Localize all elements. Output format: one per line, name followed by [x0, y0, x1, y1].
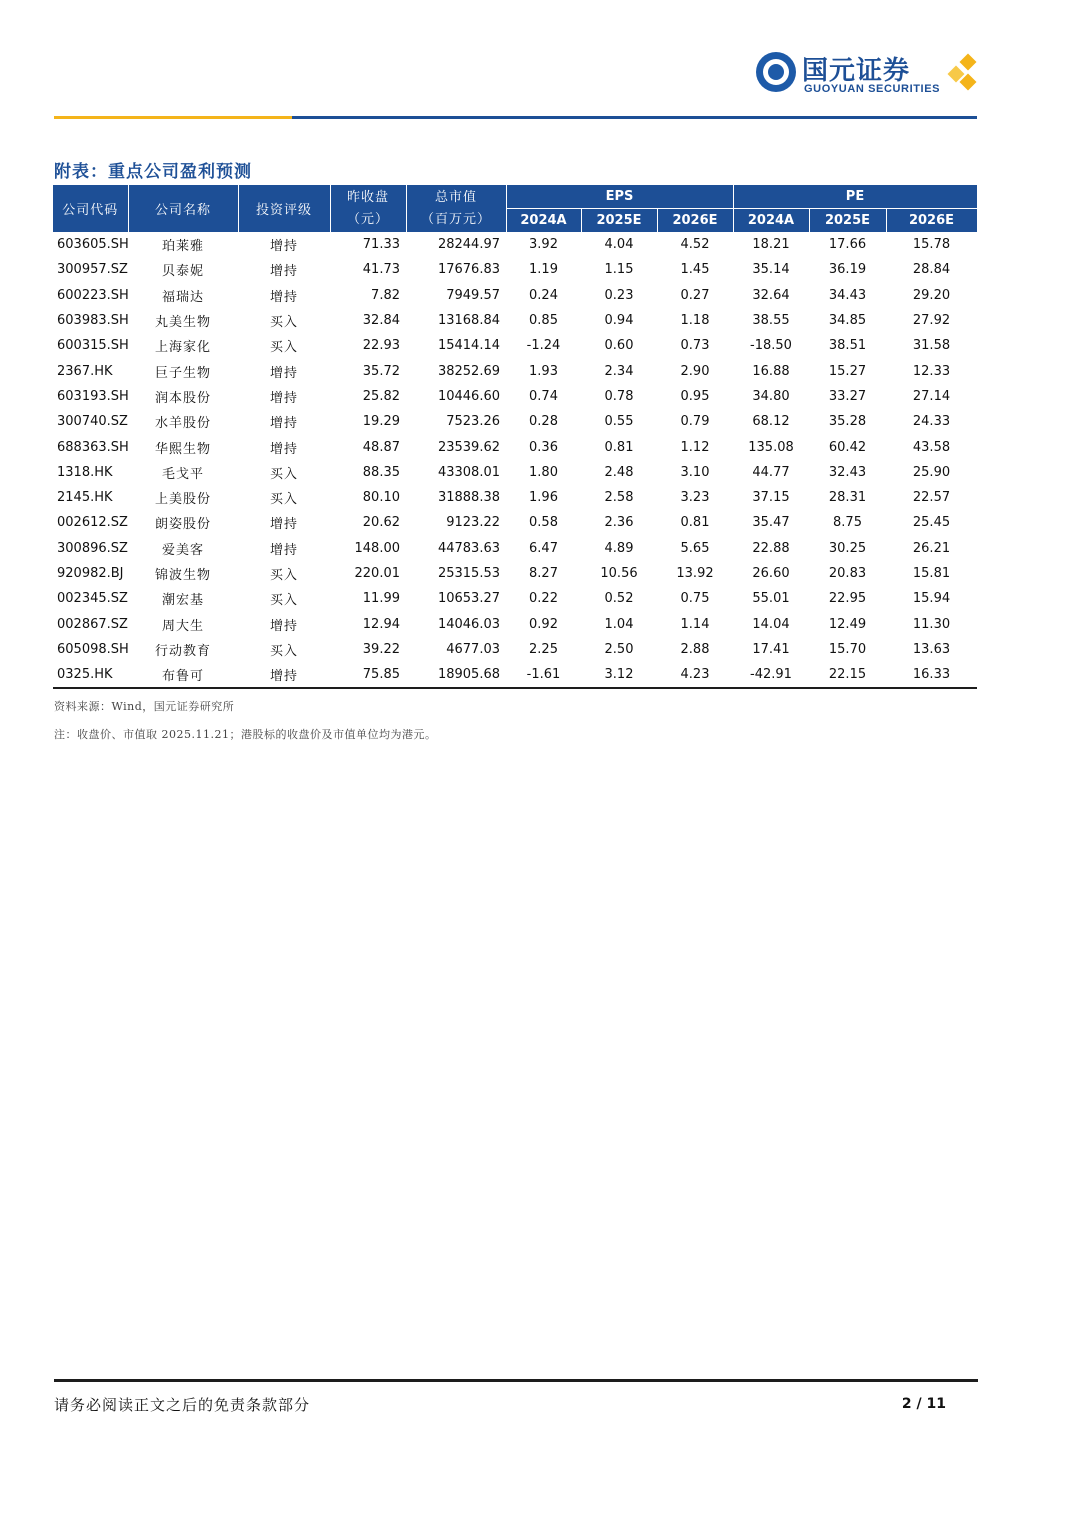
cell-rating: 增持 — [238, 662, 330, 688]
cell-rating: 买入 — [269, 492, 298, 508]
cell-rating: 增持 — [269, 239, 298, 255]
cell-price: 7.82 — [371, 287, 400, 303]
cell-eps: 1.12 — [680, 439, 710, 455]
cell-pe: 22.95 — [828, 591, 867, 607]
cell-price: 220.01 — [354, 566, 400, 581]
footer-divider — [54, 1379, 978, 1382]
cell-pe: 34.85 — [828, 313, 867, 329]
header-price — [330, 185, 406, 232]
cell-pe: 34.80 — [752, 388, 790, 404]
cell-name: 上海家化 — [154, 340, 211, 356]
cell-eps: 4.04 — [604, 237, 634, 253]
cell-price: 75.85 — [330, 662, 406, 688]
header-pe: PE — [733, 185, 977, 209]
cell-code: 603983.SH — [57, 313, 129, 329]
cell-pe: 20.83 — [828, 566, 867, 581]
cell-pe: 27.14 — [912, 388, 951, 404]
cell-mktcap: 10653.27 — [437, 591, 500, 607]
header-code: 公司代码 — [53, 185, 128, 232]
cell-pe: 27.92 — [912, 313, 951, 329]
cell-pe: 33.27 — [828, 388, 867, 404]
cell-rating: 买入 — [269, 315, 298, 331]
cell-pe: 34.43 — [828, 287, 867, 303]
cell-eps: 0.78 — [604, 388, 634, 404]
cell-eps: 0.75 — [680, 591, 710, 607]
table-row — [53, 536, 977, 561]
footer-disclaimer: 请务必阅读正文之后的免责条款部分 — [54, 1396, 311, 1414]
cell-name: 福瑞达 — [161, 289, 204, 305]
cell-eps: -1.61 — [506, 662, 581, 688]
cell-pe: 12.49 — [828, 616, 867, 632]
cell-rating: 增持 — [269, 264, 298, 280]
cell-name: 行动教育 — [154, 643, 211, 659]
cell-eps: -1.24 — [526, 338, 561, 354]
table-row — [53, 485, 977, 510]
cell-code: 002345.SZ — [57, 591, 128, 607]
cell-price: 48.87 — [362, 439, 400, 455]
cell-rating: 增持 — [269, 517, 298, 533]
cell-eps: 1.80 — [529, 464, 558, 480]
cell-eps: 3.92 — [529, 237, 558, 253]
cell-pe: 15.94 — [912, 591, 951, 607]
table-row — [53, 586, 977, 611]
cell-pe: 13.63 — [912, 641, 951, 657]
cell-pe: 38.51 — [828, 338, 867, 354]
table-row — [53, 283, 977, 308]
cell-pe: 30.25 — [828, 540, 867, 556]
cell-mktcap: 10446.60 — [437, 388, 500, 404]
cell-mktcap: 25315.53 — [437, 566, 500, 581]
cell-price: 148.00 — [354, 540, 400, 556]
header-price-line1: 昨收盘 — [346, 189, 389, 205]
header-mktcap — [406, 185, 506, 232]
cell-code: 0325.HK — [53, 662, 128, 688]
cell-rating: 买入 — [269, 593, 298, 609]
cell-price: 39.22 — [362, 641, 400, 657]
cell-eps: 0.92 — [529, 616, 558, 632]
cell-code: 002612.SZ — [57, 515, 128, 531]
cell-code: 603605.SH — [57, 237, 129, 253]
cell-pe: 37.15 — [752, 490, 790, 506]
cell-eps: 0.73 — [680, 338, 710, 354]
cell-name: 潮宏基 — [161, 593, 204, 609]
cell-price: 19.29 — [362, 414, 400, 430]
cell-eps: 2.36 — [604, 515, 634, 531]
header-divider-accent — [54, 116, 292, 119]
cell-name: 朗姿股份 — [154, 517, 211, 533]
cell-eps: 2.25 — [529, 641, 558, 657]
cell-pe: 25.45 — [912, 515, 951, 531]
cell-eps: 0.55 — [604, 414, 634, 430]
cell-eps: 3.12 — [581, 662, 657, 688]
cell-pe: 35.28 — [828, 414, 867, 430]
cell-pe: 55.01 — [752, 591, 790, 607]
logo-name-en: GUOYUAN SECURITIES — [804, 83, 941, 95]
table-row — [53, 434, 977, 459]
table-row — [53, 460, 977, 485]
cell-mktcap: 28244.97 — [437, 237, 500, 253]
cell-mktcap: 15414.14 — [437, 338, 500, 354]
cell-mktcap: 7523.26 — [446, 414, 500, 430]
cell-pe: 15.81 — [912, 566, 951, 581]
cell-price: 41.73 — [362, 262, 400, 278]
cell-eps: 4.89 — [604, 540, 634, 556]
cell-eps: 0.60 — [604, 338, 634, 354]
cell-eps: 0.79 — [680, 414, 710, 430]
cell-pe: 15.27 — [828, 363, 867, 379]
cell-eps: 4.52 — [680, 237, 710, 253]
remark-note: 注：收盘价、市值取 2025.11.21；港股标的收盘价及市值单位均为港元。 — [54, 728, 437, 741]
cell-pe: -18.50 — [750, 338, 792, 354]
logo-name-cn: 国元证券 — [802, 56, 911, 86]
header-mktcap-line2: （百万元） — [420, 211, 491, 227]
cell-eps: 4.23 — [657, 662, 733, 688]
cell-rating: 买入 — [269, 643, 298, 659]
cell-eps: 2.58 — [604, 490, 634, 506]
cell-eps: 0.36 — [529, 439, 558, 455]
cell-price: 22.93 — [362, 338, 400, 354]
cell-mktcap: 38252.69 — [437, 363, 500, 379]
cell-eps: 6.47 — [529, 540, 558, 556]
cell-code: 1318.HK — [57, 464, 113, 480]
table-row — [53, 358, 977, 383]
cell-eps: 1.14 — [680, 616, 710, 632]
cell-name: 爱美客 — [161, 542, 204, 558]
cell-eps: 0.85 — [529, 313, 558, 329]
cell-mktcap: 43308.01 — [437, 464, 500, 480]
cell-eps: 0.22 — [529, 591, 558, 607]
cell-eps: 0.27 — [680, 287, 710, 303]
cell-code: 920982.BJ — [57, 566, 124, 581]
header-pe-year: 2025E — [809, 209, 886, 233]
cell-name: 上美股份 — [154, 492, 211, 508]
table-row — [53, 333, 977, 358]
cell-price: 25.82 — [362, 388, 400, 404]
cell-pe: 14.04 — [752, 616, 790, 632]
cell-eps: 0.94 — [604, 313, 634, 329]
cell-name: 贝泰妮 — [161, 264, 204, 280]
cell-pe: -42.91 — [733, 662, 809, 688]
table-row — [53, 232, 977, 257]
cell-price: 80.10 — [362, 490, 400, 506]
cell-eps: 1.45 — [680, 262, 710, 278]
header-price-line2: （元） — [346, 211, 389, 227]
cell-pe: 31.58 — [912, 338, 951, 354]
cell-code: 600315.SH — [57, 338, 129, 354]
cell-eps: 0.58 — [529, 515, 558, 531]
cell-price: 35.72 — [362, 363, 400, 379]
cell-pe: 28.31 — [828, 490, 867, 506]
cell-pe: 29.20 — [912, 287, 951, 303]
cell-code: 300740.SZ — [57, 414, 128, 430]
cell-mktcap: 9123.22 — [446, 515, 500, 531]
cell-mktcap: 18905.68 — [406, 662, 506, 688]
cell-pe: 15.70 — [828, 641, 867, 657]
cell-eps: 10.56 — [600, 566, 638, 581]
guoyuan-logo-icon — [756, 52, 796, 92]
cell-rating: 买入 — [269, 568, 298, 583]
cell-name: 水羊股份 — [154, 416, 211, 432]
cell-eps: 5.65 — [680, 540, 710, 556]
cell-price: 32.84 — [362, 313, 400, 329]
table-row — [53, 409, 977, 434]
table-row — [53, 611, 977, 636]
cell-rating: 增持 — [269, 365, 298, 381]
cell-pe: 17.41 — [752, 641, 790, 657]
cell-pe: 135.08 — [748, 439, 794, 455]
cell-mktcap: 23539.62 — [437, 439, 500, 455]
cell-eps: 0.81 — [680, 515, 710, 531]
cell-eps: 8.27 — [529, 566, 558, 581]
table-row — [53, 257, 977, 282]
cell-mktcap: 4677.03 — [446, 641, 500, 657]
cell-pe: 36.19 — [828, 262, 867, 278]
header-mktcap-line1: 总市值 — [434, 189, 477, 205]
header-pe-year: 2026E — [886, 209, 977, 233]
cell-mktcap: 13168.84 — [437, 313, 500, 329]
cell-mktcap: 7949.57 — [446, 287, 500, 303]
cell-price: 71.33 — [362, 237, 400, 253]
cell-eps: 2.90 — [680, 363, 710, 379]
cell-code: 688363.SH — [57, 439, 129, 455]
cell-pe: 22.57 — [912, 490, 951, 506]
header-eps-year: 2024A — [506, 209, 581, 233]
cell-eps: 13.92 — [676, 566, 714, 581]
cell-pe: 22.88 — [752, 540, 790, 556]
cell-pe: 16.33 — [886, 662, 977, 688]
cell-pe: 44.77 — [752, 464, 790, 480]
cell-code: 300896.SZ — [57, 540, 128, 556]
cell-rating: 买入 — [269, 340, 298, 356]
table-row — [53, 384, 977, 409]
cell-code: 600223.SH — [57, 287, 129, 303]
table-row — [53, 308, 977, 333]
cell-pe: 12.33 — [912, 363, 951, 379]
cell-pe: 32.64 — [752, 287, 790, 303]
cell-eps: 1.04 — [604, 616, 634, 632]
cell-pe: 22.15 — [809, 662, 886, 688]
cell-eps: 0.24 — [529, 287, 558, 303]
cell-name: 丸美生物 — [154, 315, 211, 331]
cell-eps: 0.52 — [604, 591, 634, 607]
cell-name: 华熙生物 — [154, 441, 211, 457]
cell-pe: 32.43 — [828, 464, 867, 480]
cell-pe: 35.14 — [752, 262, 790, 278]
cell-eps: 2.50 — [604, 641, 634, 657]
cell-rating: 增持 — [269, 618, 298, 634]
table-body — [53, 232, 977, 688]
table-row — [53, 637, 977, 662]
cell-mktcap: 14046.03 — [437, 616, 500, 632]
header-rating: 投资评级 — [238, 185, 330, 232]
cell-rating: 增持 — [269, 289, 298, 305]
cell-eps: 1.19 — [529, 262, 558, 278]
cell-pe: 26.60 — [752, 566, 790, 581]
cell-name: 周大生 — [161, 618, 204, 634]
cell-pe: 17.66 — [828, 237, 867, 253]
logo-diamond-icon — [944, 56, 978, 92]
table-row — [53, 510, 977, 535]
cell-pe: 68.12 — [752, 414, 790, 430]
header-name: 公司名称 — [128, 185, 238, 232]
cell-pe: 16.88 — [752, 363, 790, 379]
cell-eps: 3.23 — [680, 490, 710, 506]
cell-eps: 2.48 — [604, 464, 634, 480]
earnings-forecast-table — [53, 185, 978, 689]
cell-mktcap: 17676.83 — [437, 262, 500, 278]
section-title: 附表：重点公司盈利预测 — [54, 162, 252, 182]
cell-pe: 8.75 — [833, 515, 862, 531]
cell-rating: 买入 — [269, 466, 298, 482]
cell-pe: 26.21 — [912, 540, 951, 556]
page-number: 2 / 11 — [901, 1396, 946, 1412]
cell-price: 20.62 — [362, 515, 400, 531]
header-pe-year: 2024A — [733, 209, 809, 233]
cell-eps: 1.93 — [529, 363, 558, 379]
cell-pe: 28.84 — [912, 262, 951, 278]
cell-eps: 0.95 — [680, 388, 710, 404]
header-eps-year: 2026E — [657, 209, 733, 233]
company-logo — [756, 50, 981, 98]
cell-code: 2367.HK — [57, 363, 113, 379]
cell-name: 润本股份 — [154, 390, 211, 406]
source-note: 资料来源：Wind，国元证券研究所 — [54, 700, 235, 713]
cell-pe: 18.21 — [752, 237, 790, 253]
cell-rating: 增持 — [269, 416, 298, 432]
cell-code: 605098.SH — [57, 641, 129, 657]
cell-name: 珀莱雅 — [161, 239, 204, 255]
cell-code: 300957.SZ — [57, 262, 128, 278]
cell-eps: 0.81 — [604, 439, 634, 455]
cell-pe: 25.90 — [912, 464, 951, 480]
cell-pe: 24.33 — [912, 414, 951, 430]
header-eps-year: 2025E — [581, 209, 657, 233]
cell-pe: 60.42 — [828, 439, 867, 455]
cell-pe: 43.58 — [912, 439, 951, 455]
cell-price: 12.94 — [362, 616, 400, 632]
cell-rating: 增持 — [269, 542, 298, 558]
cell-name: 毛戈平 — [161, 466, 204, 482]
cell-rating: 增持 — [269, 441, 298, 457]
cell-mktcap: 31888.38 — [437, 490, 500, 506]
cell-eps: 1.96 — [529, 490, 558, 506]
cell-name: 布鲁可 — [128, 662, 238, 688]
cell-eps: 3.10 — [680, 464, 710, 480]
cell-rating: 增持 — [269, 390, 298, 406]
cell-eps: 0.74 — [529, 388, 558, 404]
cell-pe: 15.78 — [912, 237, 951, 253]
cell-eps: 2.88 — [680, 641, 710, 657]
table-row — [53, 662, 977, 688]
cell-price: 11.99 — [362, 591, 400, 607]
cell-pe: 35.47 — [752, 515, 790, 531]
cell-eps: 0.28 — [529, 414, 558, 430]
header-eps: EPS — [506, 185, 733, 209]
cell-eps: 0.23 — [604, 287, 634, 303]
cell-pe: 11.30 — [912, 616, 951, 632]
cell-name: 锦波生物 — [154, 568, 211, 583]
cell-price: 88.35 — [362, 464, 400, 480]
cell-pe: 38.55 — [752, 313, 790, 329]
cell-eps: 2.34 — [604, 363, 634, 379]
cell-eps: 1.18 — [680, 313, 710, 329]
cell-code: 002867.SZ — [57, 616, 128, 632]
cell-code: 2145.HK — [57, 490, 113, 506]
cell-mktcap: 44783.63 — [437, 540, 500, 556]
cell-name: 巨子生物 — [154, 365, 211, 381]
cell-eps: 1.15 — [604, 262, 634, 278]
table-row — [53, 561, 977, 586]
cell-code: 603193.SH — [57, 388, 129, 404]
